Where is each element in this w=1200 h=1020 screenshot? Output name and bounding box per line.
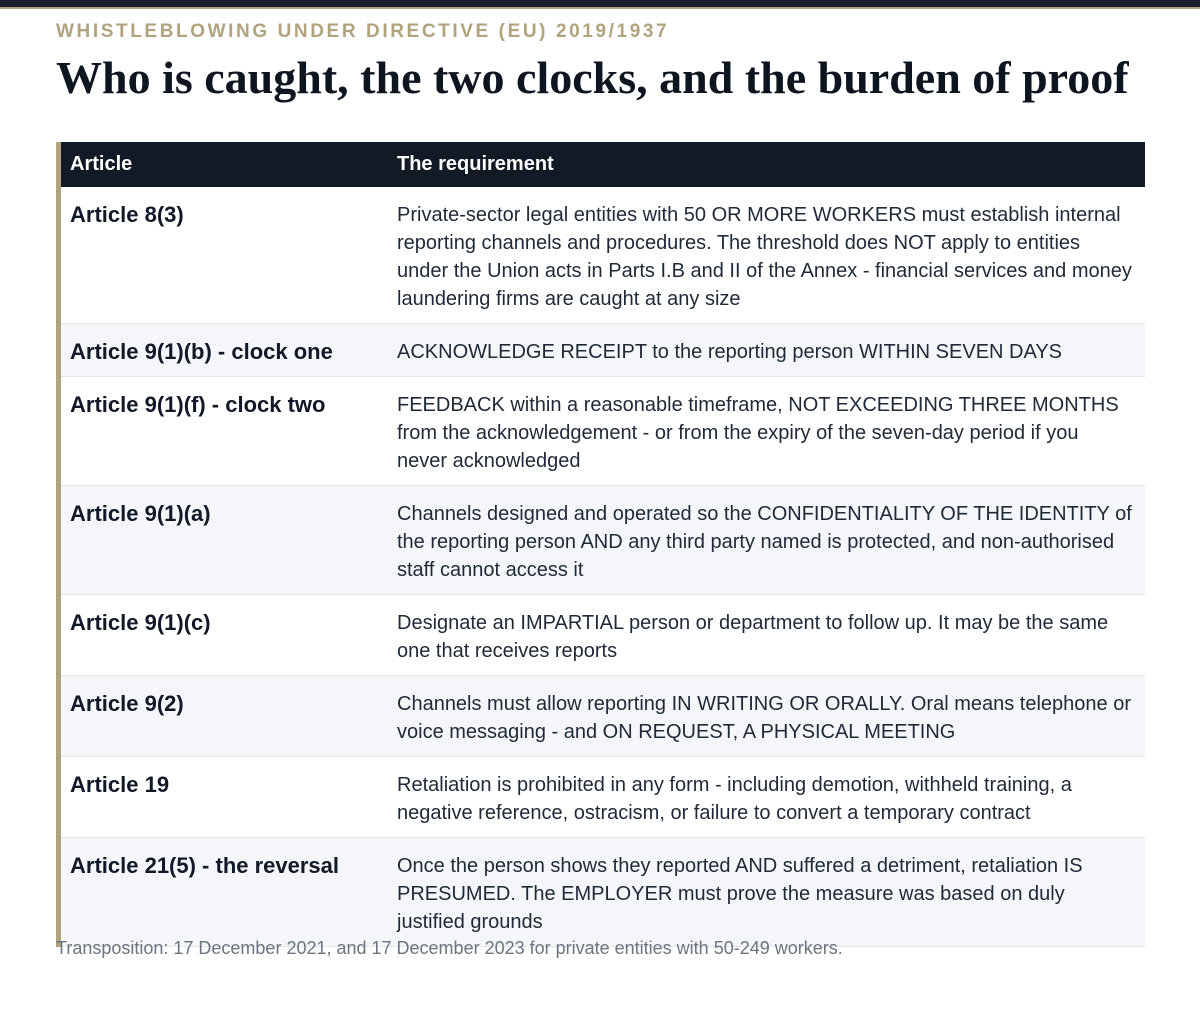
requirement-cell: Private-sector legal entities with 50 OR MORE WORKERS must establish internal reporting channels and procedures. The threshold does NOT apply to entities under the Union acts in Parts I.B and II of the Annex - financial services and money laundering firms are caught at any size	[387, 187, 1145, 324]
table-row	[61, 838, 1145, 947]
article-cell: Article 8(3)	[61, 187, 387, 324]
top-rule	[0, 0, 1200, 9]
eyebrow-label: WHISTLEBLOWING UNDER DIRECTIVE (EU) 2019/1937	[56, 21, 670, 42]
requirement-cell: Once the person shows they reported AND suffered a detriment, retaliation IS PRESUMED. The EMPLOYER must prove the measure was based on duly justified grounds	[387, 838, 1145, 947]
article-cell: Article 9(1)(c)	[61, 595, 387, 676]
footnote: Transposition: 17 December 2021, and 17 December 2023 for private entities with 50-249 workers.	[56, 938, 843, 958]
table-row	[61, 676, 1145, 757]
article-cell: Article 9(1)(f) - clock two	[61, 377, 387, 486]
requirement-cell: Designate an IMPARTIAL person or department to follow up. It may be the same one that receives reports	[387, 595, 1145, 676]
article-cell: Article 9(2)	[61, 676, 387, 757]
column-header-article: Article	[61, 142, 387, 187]
table-row	[61, 486, 1145, 595]
requirement-cell: Channels designed and operated so the CONFIDENTIALITY OF THE IDENTITY of the reporting person AND any third party named is protected, and non-authorised staff cannot access it	[387, 486, 1145, 595]
table-header	[61, 142, 1145, 187]
table-header-row	[61, 142, 1145, 187]
table-row	[61, 324, 1145, 377]
requirement-cell: ACKNOWLEDGE RECEIPT to the reporting person WITHIN SEVEN DAYS	[387, 324, 1145, 377]
article-cell: Article 9(1)(a)	[61, 486, 387, 595]
requirement-cell: Retaliation is prohibited in any form - including demotion, withheld training, a negative reference, ostracism, or failure to convert a temporary contract	[387, 757, 1145, 838]
article-cell: Article 21(5) - the reversal	[61, 838, 387, 947]
table-row	[61, 187, 1145, 324]
column-header-requirement: The requirement	[387, 142, 1145, 187]
article-cell: Article 9(1)(b) - clock one	[61, 324, 387, 377]
requirements-table	[61, 142, 1145, 947]
requirement-cell: Channels must allow reporting IN WRITING OR ORALLY. Oral means telephone or voice messaging - and ON REQUEST, A PHYSICAL MEETING	[387, 676, 1145, 757]
article-cell: Article 19	[61, 757, 387, 838]
table-body	[61, 187, 1145, 947]
page-title: Who is caught, the two clocks, and the burden of proof	[56, 52, 1129, 103]
table-row	[61, 757, 1145, 838]
table-row	[61, 377, 1145, 486]
requirement-cell: FEEDBACK within a reasonable timeframe, NOT EXCEEDING THREE MONTHS from the acknowledgement - or from the expiry of the seven-day period if you never acknowledged	[387, 377, 1145, 486]
table-row	[61, 595, 1145, 676]
requirements-table-container	[56, 142, 1145, 947]
